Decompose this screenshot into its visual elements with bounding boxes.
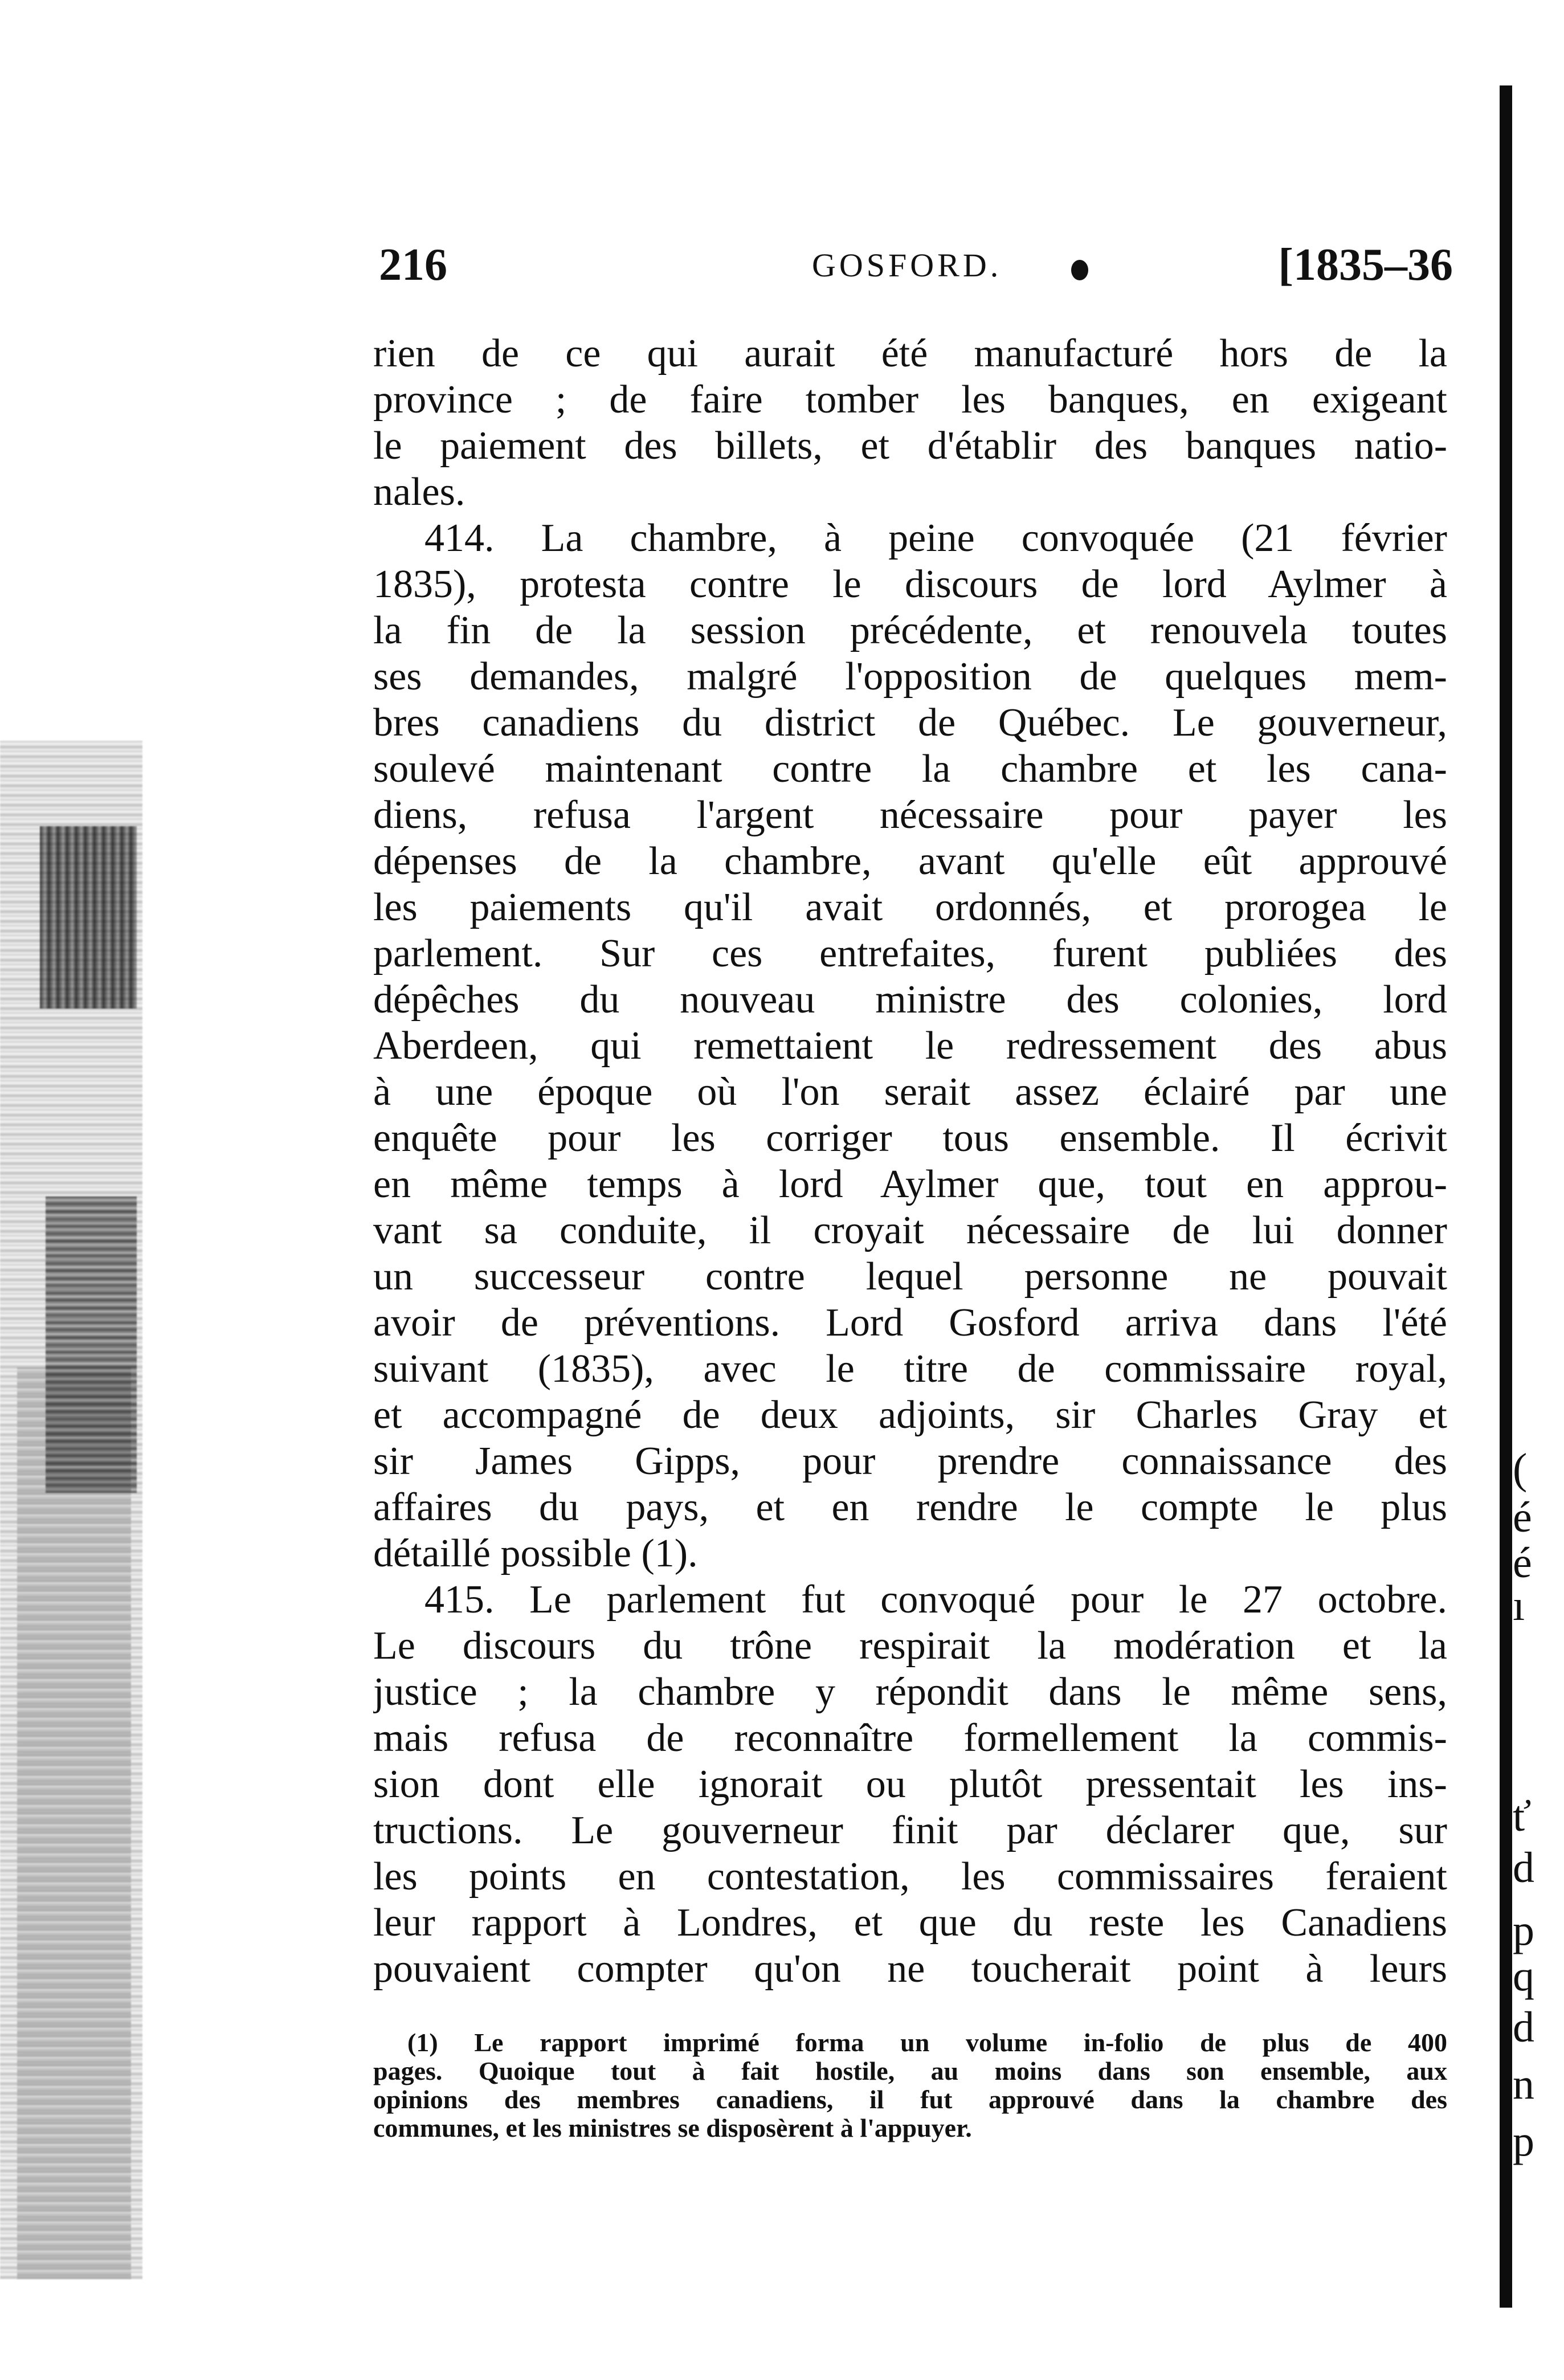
body-line: rien de ce qui aurait été manufacturé hors de la — [373, 332, 1447, 375]
footnote-line: communes, et les ministres se disposèrent à l'appuyer. — [373, 2114, 972, 2142]
facing-page-fragment: p — [1513, 1907, 1534, 1954]
body-line: un successeur contre lequel personne ne pouvait — [373, 1255, 1447, 1299]
body-text — [373, 330, 1447, 1992]
body-line: suivant (1835), avec le titre de commissaire royal, — [373, 1347, 1447, 1391]
body-line: province ; de faire tomber les banques, en exigeant — [373, 378, 1447, 422]
footnote-line: (1) Le rapport imprimé forma un volume in-folio de plus de 400 — [407, 2028, 1447, 2057]
body-line: sion dont elle ignorait ou plutôt pressentait les ins- — [373, 1762, 1447, 1806]
body-line: nales. — [373, 470, 465, 514]
facing-page-fragment: ť — [1513, 1793, 1532, 1840]
body-line: détaillé possible (1). — [373, 1532, 698, 1575]
page-number: 216 — [379, 240, 447, 290]
body-line: avoir de préventions. Lord Gosford arriva dans l'été — [373, 1301, 1447, 1345]
body-line: les paiements qu'il avait ordonnés, et prorogea le — [373, 885, 1447, 929]
ink-dot — [1071, 260, 1088, 280]
facing-page-fragment: d — [1513, 2003, 1534, 2051]
body-line: les points en contestation, les commissaires feraient — [373, 1855, 1447, 1899]
body-line: soulevé maintenant contre la chambre et les cana- — [373, 747, 1447, 791]
facing-page-fragment: q — [1513, 1952, 1534, 2000]
body-line: 1835), protesta contre le discours de lord Aylmer à — [373, 562, 1447, 606]
body-line: à une époque où l'on serait assez éclairé par une — [373, 1070, 1447, 1114]
body-line: bres canadiens du district de Québec. Le gouverneur, — [373, 701, 1447, 745]
body-line: en même temps à lord Aylmer que, tout en approu- — [373, 1162, 1447, 1206]
body-line: et accompagné de deux adjoints, sir Charles Gray et — [373, 1393, 1447, 1437]
body-line: parlement. Sur ces entrefaites, furent publiées des — [373, 932, 1447, 975]
body-line: la fin de la session précédente, et renouvela toutes — [373, 609, 1447, 652]
body-line: affaires du pays, et en rendre le compte le plus — [373, 1485, 1447, 1529]
running-head — [379, 239, 1453, 302]
body-line: vant sa conduite, il croyait nécessaire de lui donner — [373, 1209, 1447, 1252]
paragraph-414-start: 414. La chambre, à peine convoquée (21 février — [424, 516, 1447, 560]
body-line: enquête pour les corriger tous ensemble. Il écrivit — [373, 1116, 1447, 1160]
body-line: ses demandes, malgré l'opposition de quelques mem- — [373, 655, 1447, 699]
facing-page-fragment: n — [1513, 2060, 1534, 2108]
facing-page-fragment: ı — [1513, 1582, 1525, 1630]
footnote-line: opinions des membres canadiens, il fut approuvé dans la chambre des — [373, 2085, 1447, 2114]
running-title: GOSFORD. — [812, 247, 1002, 284]
binding-edge-shadow-lower — [17, 1367, 131, 2279]
facing-page-fragment: ( — [1513, 1445, 1528, 1493]
running-date-range: [1835–36 — [1278, 240, 1453, 290]
footnote-line: pages. Quoique tout à fait hostile, au moins dans son ensemble, aux — [373, 2057, 1447, 2085]
footnote — [373, 2028, 1447, 2142]
body-line: tructions. Le gouverneur finit par déclarer que, sur — [373, 1809, 1447, 1852]
body-line: sir James Gipps, pour prendre connaissance des — [373, 1439, 1447, 1483]
facing-page-edge — [1500, 85, 1512, 2308]
body-line: justice ; la chambre y répondit dans le même sens, — [373, 1670, 1447, 1714]
body-line: dépenses de la chambre, avant qu'elle eût approuvé — [373, 839, 1447, 883]
body-line: dépêches du nouveau ministre des colonies, lord — [373, 978, 1447, 1022]
facing-page-fragment: é — [1513, 1493, 1532, 1541]
body-line: Aberdeen, qui remettaient le redressement des abus — [373, 1024, 1447, 1068]
binding-edge-dark-block-upper — [40, 826, 137, 1009]
body-line: mais refusa de reconnaître formellement la commis- — [373, 1716, 1447, 1760]
facing-page-fragment: d — [1513, 1844, 1534, 1892]
body-line: pouvaient compter qu'on ne toucherait point à leurs — [373, 1947, 1447, 1991]
body-line: diens, refusa l'argent nécessaire pour payer les — [373, 793, 1447, 837]
body-line: leur rapport à Londres, et que du reste les Canadiens — [373, 1901, 1447, 1945]
body-line: le paiement des billets, et d'établir des banques natio- — [373, 424, 1447, 468]
paragraph-415-start: 415. Le parlement fut convoqué pour le 27 octobre. — [424, 1578, 1447, 1622]
facing-page-fragment: p — [1513, 2117, 1534, 2165]
body-line: Le discours du trône respirait la modération et la — [373, 1624, 1447, 1668]
facing-page-fragment: é — [1513, 1539, 1532, 1587]
binding-edge-dark-block-middle — [46, 1197, 137, 1493]
